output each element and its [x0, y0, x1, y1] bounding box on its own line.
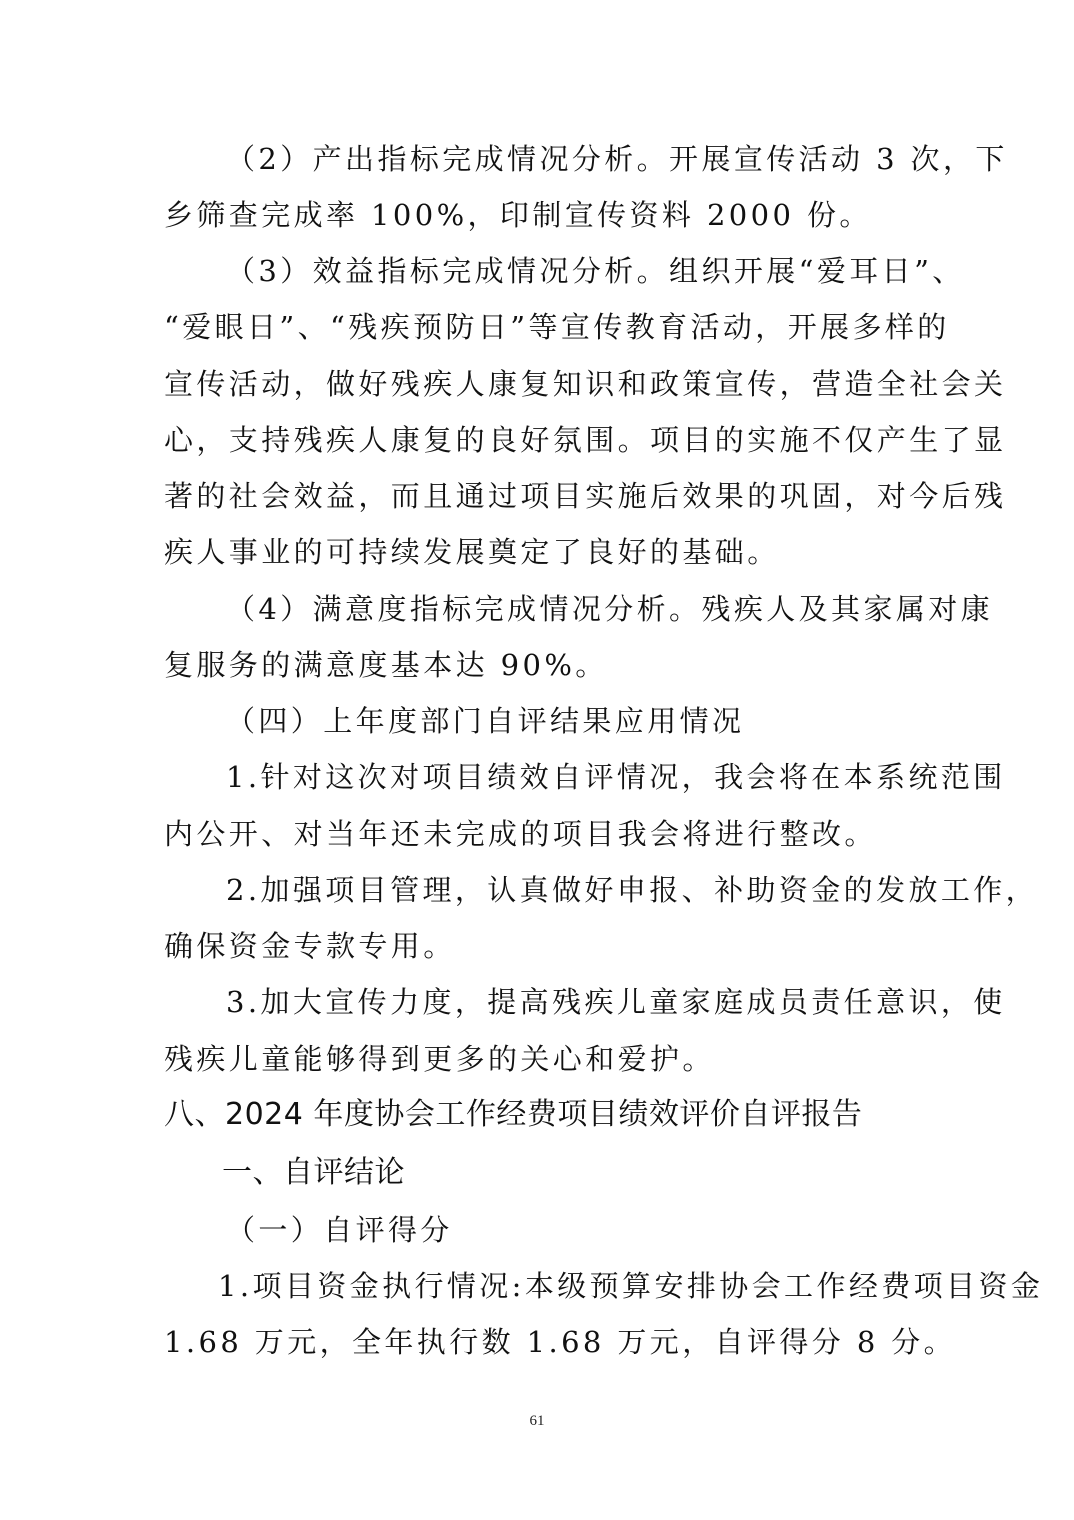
list-item-3-cont: 残疾儿童能够得到更多的关心和爱护。: [164, 1042, 715, 1076]
list-item-3: 3.加大宣传力度，提高残疾儿童家庭成员责任意识，使: [226, 985, 1006, 1019]
section-heading-results-application: （四）上年度部门自评结果应用情况: [226, 704, 745, 738]
section-heading-self-evaluation-conclusion: 一、自评结论: [222, 1155, 405, 1190]
chapter-heading: 八、2024 年度协会工作经费项目绩效评价自评报告: [164, 1097, 863, 1132]
paragraph-benefit-indicator: （3）效益指标完成情况分析。组织开展“爱耳日”、: [226, 254, 965, 288]
paragraph-output-indicator: （2）产出指标完成情况分析。开展宣传活动 3 次，下: [226, 142, 1008, 176]
list-item-1: 1.针对这次对项目绩效自评情况，我会将在本系统范围: [226, 760, 1006, 794]
paragraph-fund-execution: 1.项目资金执行情况:本级预算安排协会工作经费项目资金: [218, 1269, 1044, 1303]
paragraph-benefit-indicator-cont-3: 心，支持残疾人康复的良好氛围。项目的实施不仅产生了显: [164, 423, 1007, 457]
paragraph-output-indicator-cont: 乡筛查完成率 100%，印制宣传资料 2000 份。: [164, 198, 872, 232]
paragraph-benefit-indicator-cont-1: “爱眼日”、“残疾预防日”等宣传教育活动，开展多样的: [164, 310, 950, 344]
list-item-1-cont: 内公开、对当年还未完成的项目我会将进行整改。: [164, 817, 877, 851]
paragraph-satisfaction-indicator-cont: 复服务的满意度基本达 90%。: [164, 648, 608, 682]
paragraph-satisfaction-indicator: （4）满意度指标完成情况分析。残疾人及其家属对康: [226, 592, 994, 626]
paragraph-benefit-indicator-cont-2: 宣传活动，做好残疾人康复知识和政策宣传，营造全社会关: [164, 367, 1007, 401]
paragraph-benefit-indicator-cont-4: 著的社会效益，而且通过项目实施后效果的巩固，对今后残: [164, 479, 1007, 513]
paragraph-benefit-indicator-cont-5: 疾人事业的可持续发展奠定了良好的基础。: [164, 535, 780, 569]
page-number: 61: [529, 1413, 545, 1429]
list-item-2-cont: 确保资金专款专用。: [164, 929, 456, 963]
list-item-2: 2.加强项目管理，认真做好申报、补助资金的发放工作，: [226, 873, 1039, 907]
paragraph-fund-execution-cont: 1.68 万元，全年执行数 1.68 万元，自评得分 8 分。: [164, 1325, 957, 1359]
subsection-heading-self-evaluation-score: （一）自评得分: [226, 1213, 453, 1247]
